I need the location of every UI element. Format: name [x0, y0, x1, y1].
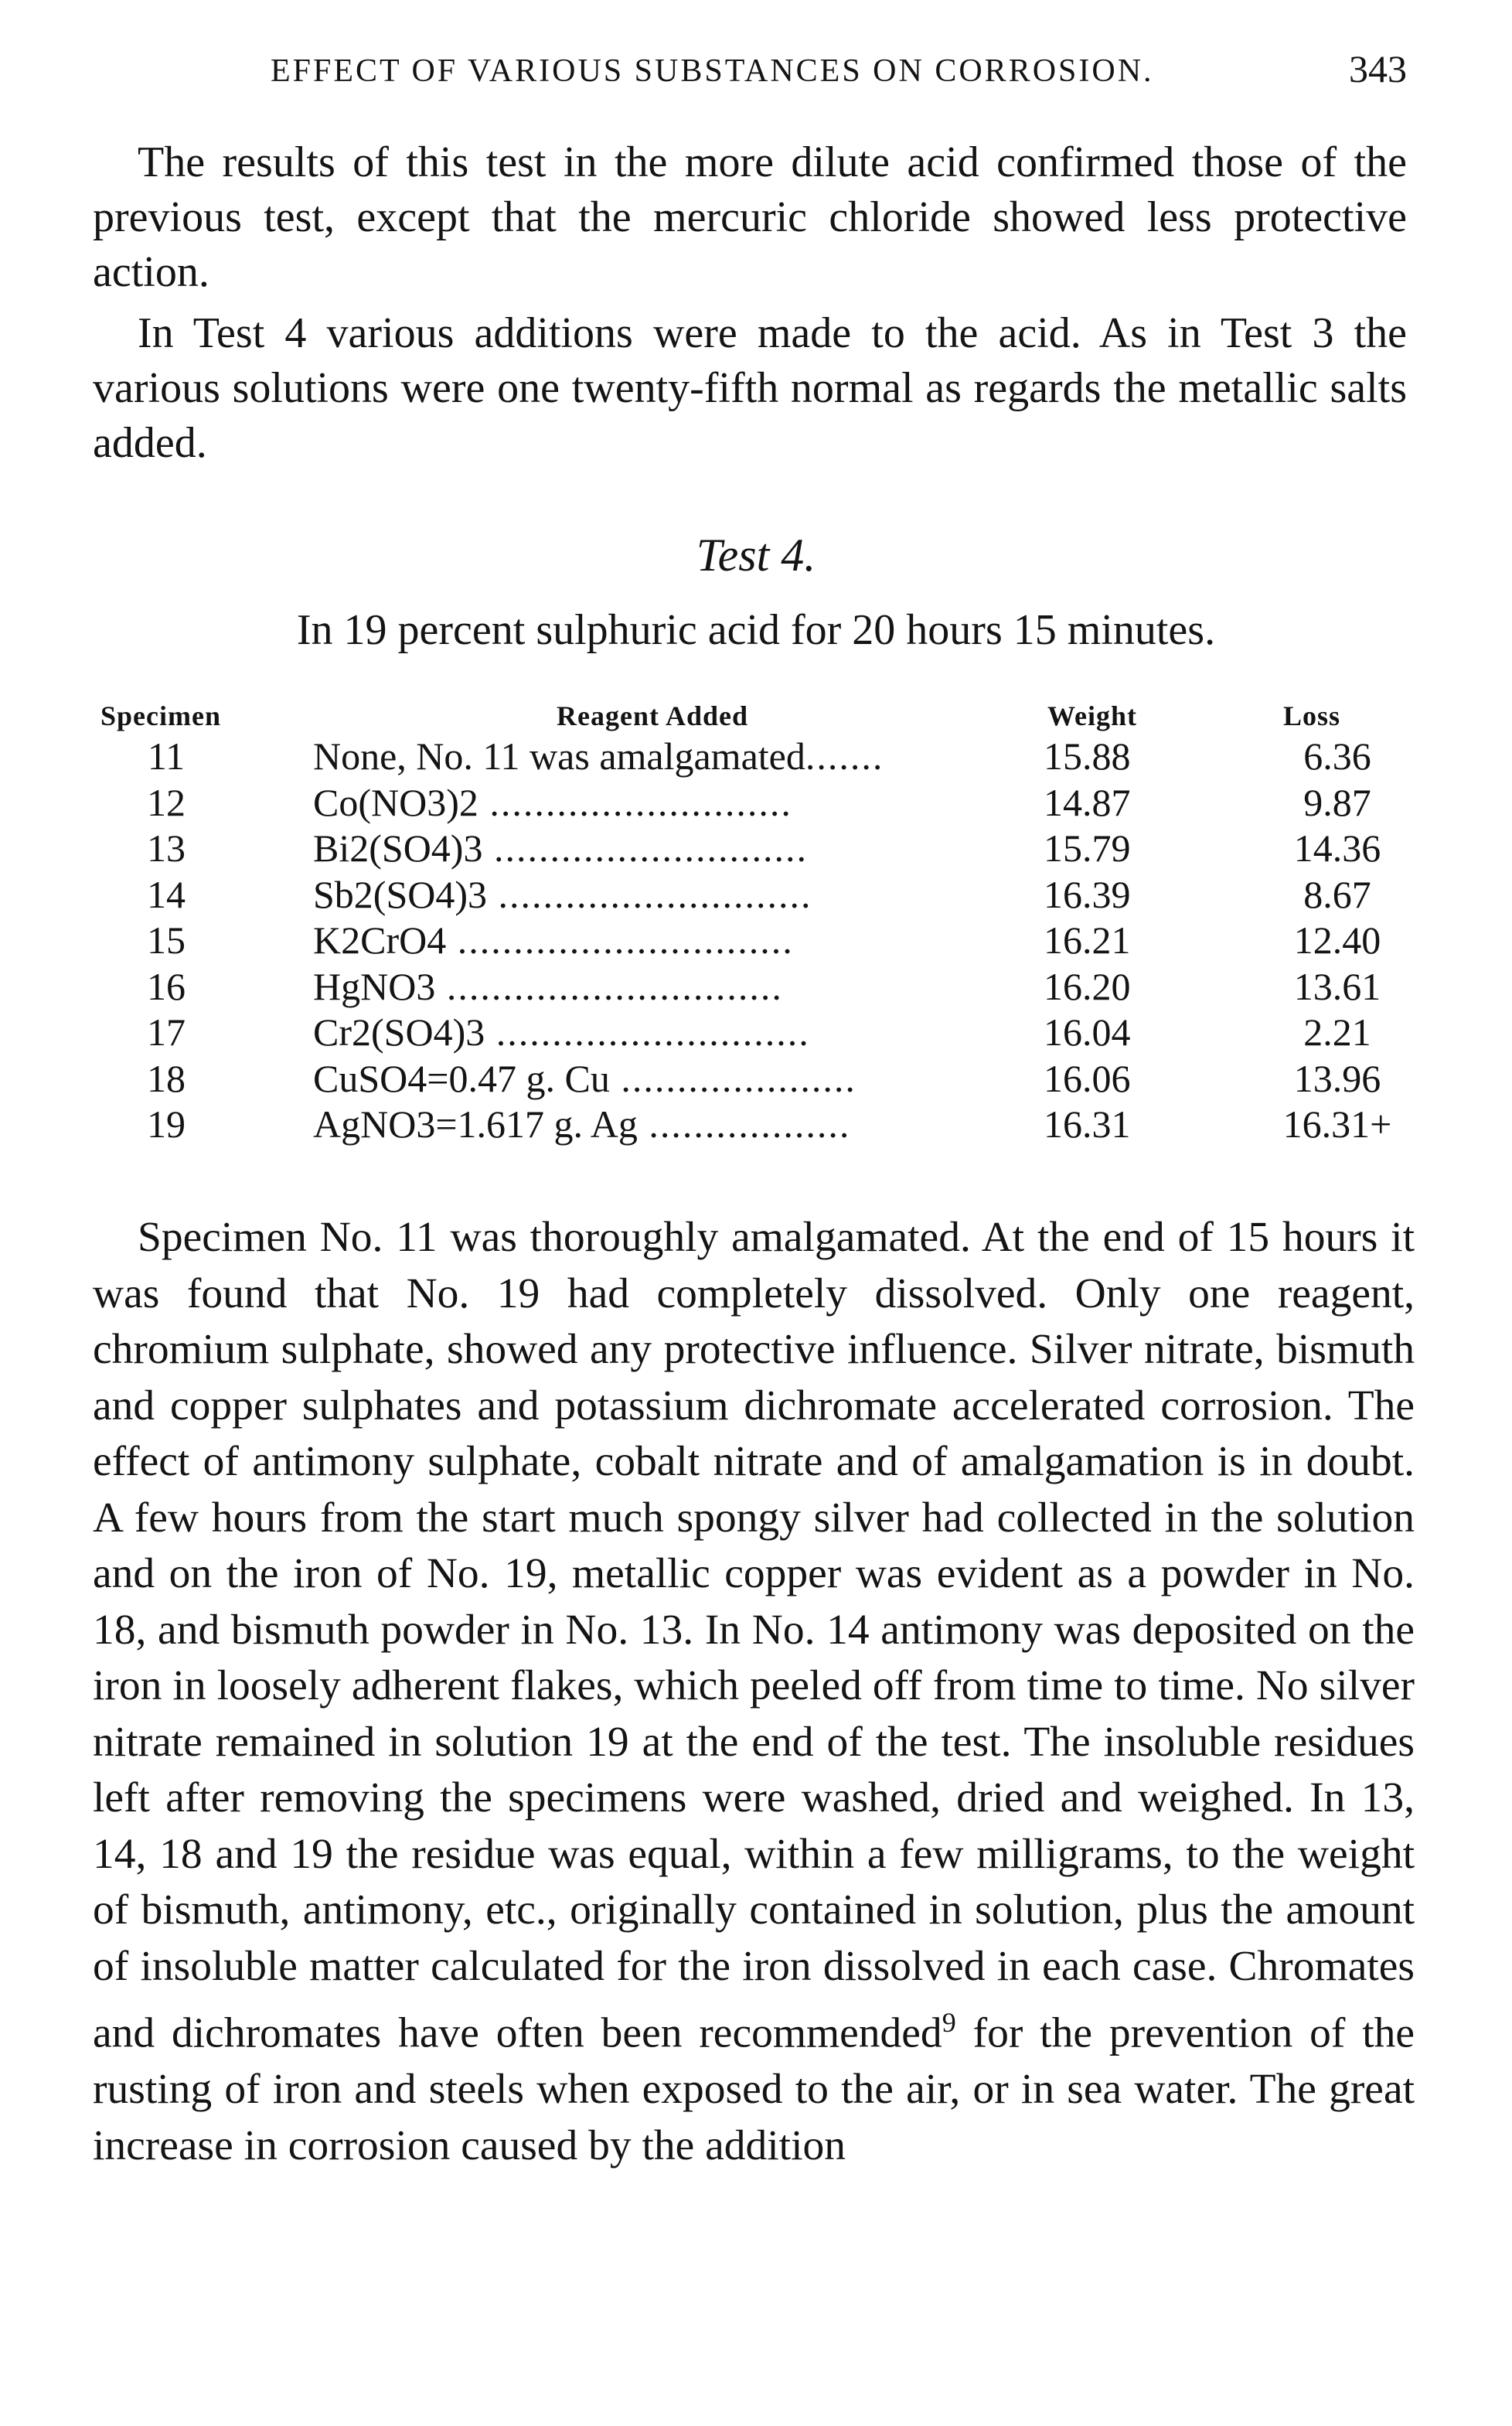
cell-loss: 13.61 — [1293, 964, 1381, 1008]
cell-reagent — [313, 780, 1017, 826]
reagent-text: CuSO4=0.47 g. Cu — [313, 1056, 610, 1100]
cell-reagent — [313, 964, 1017, 1010]
column-header-loss: Loss — [1283, 700, 1341, 731]
cell-specimen: 13 — [147, 826, 186, 870]
cell-weight: 16.21 — [1044, 918, 1131, 962]
cell-specimen: 16 — [147, 964, 186, 1008]
cell-loss: 16.31+ — [1282, 1102, 1392, 1146]
cell-reagent — [313, 734, 1017, 780]
reagent-text: Cr2(SO4)3 — [313, 1010, 485, 1054]
running-title: EFFECT OF VARIOUS SUBSTANCES ON CORROSION. — [271, 53, 1154, 89]
table-row — [100, 872, 1384, 918]
table-row — [100, 918, 1384, 964]
dot-leader: ....... — [805, 734, 884, 778]
paragraph-results-text: The results of this test in the more dilute acid confirmed those of the previous test, except that the mercuric chloride showed less protective action. — [93, 138, 1407, 296]
cell-specimen: 18 — [147, 1056, 186, 1100]
paragraph-test4-intro — [93, 306, 1407, 471]
cell-specimen: 14 — [147, 872, 186, 916]
cell-weight: 16.31 — [1044, 1102, 1131, 1146]
cell-weight: 16.39 — [1044, 872, 1131, 916]
table-row — [100, 964, 1384, 1010]
column-header-reagent: Reagent Added — [557, 700, 749, 731]
cell-loss: 12.40 — [1293, 918, 1381, 962]
table-row — [100, 826, 1384, 872]
table-row — [100, 780, 1384, 826]
dot-leader: .............................. — [435, 964, 783, 1008]
paragraph-discussion-tail: for the prevention of the rusting of iron and steels when exposed to the air, or in sea water. The great increase in corrosion caused by the addition — [93, 2009, 1415, 2169]
reagent-text: Co(NO3)2 — [313, 780, 478, 824]
dot-leader: .................. — [637, 1102, 851, 1146]
test-subtitle: In 19 percent sulphuric acid for 20 hours 15 minutes. — [296, 606, 1216, 654]
reagent-text: None, No. 11 was amalgamated — [313, 734, 805, 778]
cell-reagent — [313, 1010, 1017, 1056]
table-row — [100, 734, 1384, 780]
dot-leader: ............................ — [485, 1010, 810, 1054]
cell-loss: 9.87 — [1303, 780, 1371, 824]
table-row — [100, 1010, 1384, 1056]
reagent-text: K2CrO4 — [313, 918, 447, 962]
reagent-text: Sb2(SO4)3 — [313, 872, 488, 916]
cell-weight: 15.79 — [1044, 826, 1131, 870]
page-number: 343 — [1349, 47, 1407, 90]
dot-leader: .............................. — [446, 918, 794, 962]
dot-leader: ............................ — [482, 826, 808, 870]
cell-reagent — [313, 1056, 1017, 1102]
paragraph-discussion-text: Specimen No. 11 was thoroughly amalgamated. At the end of 15 hours it was found that No. 19 had completely dissolved. Only one reagent, chromium sulphate, showed any protective influence. Silver nitrate, bismuth and copper sulphates and potassium dichromate accelerated corrosion. The effect of antimony sulphate, cobalt nitrate and of amalgamation is in doubt. A few hours from the start much spongy silver had collected in the solution and on the iron of No. 19, metallic copper was evident as a powder in No. 18, and bismuth powder in No. 13. In No. 14 antimony was deposited on the iron in loosely adherent flakes, which peeled off from time to time. No silver nitrate remained in solution 19 at the end of the test. The insoluble residues left after removing the specimens were washed, dried and weighed. In 13, 14, 18 and 19 the residue was equal, within a few milligrams, to the weight of bismuth, antimony, etc., originally contained in solution, plus the amount of insoluble matter calculated for the iron dissolved in each case. Chromates and dichromates have often been recommended — [93, 1214, 1415, 2057]
column-header-specimen: Specimen — [100, 700, 221, 731]
cell-loss: 13.96 — [1293, 1056, 1381, 1100]
cell-loss: 8.67 — [1303, 872, 1371, 916]
table-row — [100, 1056, 1384, 1102]
cell-specimen: 15 — [147, 918, 186, 962]
cell-reagent — [313, 872, 1017, 918]
cell-loss: 2.21 — [1303, 1010, 1371, 1054]
dot-leader: ............................ — [487, 872, 812, 916]
reagent-text: Bi2(SO4)3 — [313, 826, 483, 870]
cell-specimen: 17 — [147, 1010, 186, 1054]
column-header-weight: Weight — [1047, 700, 1138, 731]
running-head — [93, 45, 1407, 99]
cell-loss: 14.36 — [1293, 826, 1381, 870]
cell-loss: 6.36 — [1303, 734, 1371, 778]
reagent-text: HgNO3 — [313, 964, 436, 1008]
dot-leader: ..................... — [609, 1056, 856, 1100]
footnote-ref: 9 — [942, 2007, 956, 2038]
dot-leader: ........................... — [478, 780, 792, 824]
cell-specimen: 12 — [147, 780, 186, 824]
cell-weight: 16.04 — [1044, 1010, 1131, 1054]
table-row — [100, 1102, 1392, 1148]
cell-reagent — [313, 1102, 1017, 1148]
cell-weight: 14.87 — [1044, 780, 1131, 824]
table-body — [100, 734, 1392, 1148]
cell-specimen: 11 — [147, 734, 186, 778]
paragraph-results — [93, 135, 1407, 300]
cell-weight: 15.88 — [1044, 734, 1131, 778]
test-title: Test 4. — [696, 530, 816, 581]
paragraph-discussion — [93, 1210, 1415, 2174]
cell-weight: 16.06 — [1044, 1056, 1131, 1100]
paragraph-test4-intro-text: In Test 4 various additions were made to the acid. As in Test 3 the various solutions were one twenty-fifth normal as regards the metallic salts added. — [93, 309, 1407, 467]
cell-specimen: 19 — [147, 1102, 186, 1146]
reagent-text: AgNO3=1.617 g. Ag — [313, 1102, 638, 1146]
cell-weight: 16.20 — [1044, 964, 1131, 1008]
cell-reagent — [313, 918, 1017, 964]
cell-reagent — [313, 826, 1017, 872]
